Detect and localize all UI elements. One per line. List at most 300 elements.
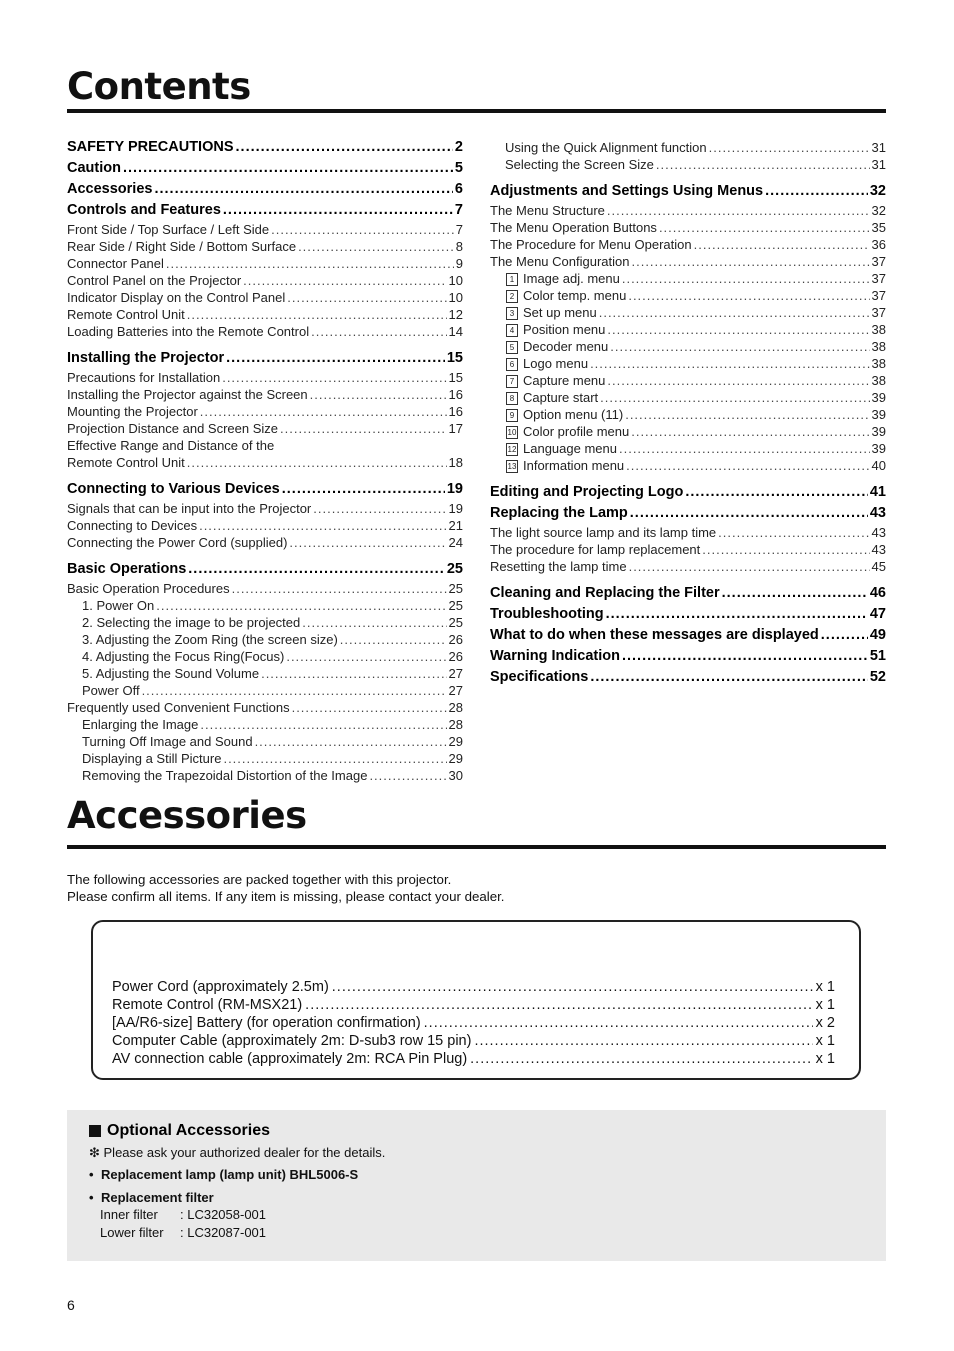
toc-entry-text: Editing and Projecting Logo xyxy=(490,484,684,500)
toc-entry-page: 26 xyxy=(448,649,463,664)
toc-entry-page: 47 xyxy=(869,606,886,622)
dot-leader xyxy=(154,179,452,200)
dot-leader xyxy=(765,181,868,202)
toc-entry-page: 41 xyxy=(869,484,886,500)
toc-entry-text: What to do when these messages are displayed xyxy=(490,627,819,643)
toc-entry xyxy=(490,423,886,440)
toc-entry-page: 43 xyxy=(871,542,886,557)
toc-entry-text: Caution xyxy=(67,160,121,176)
toc-entry-number: 1 xyxy=(506,273,518,286)
toc-entry-text: Replacing the Lamp xyxy=(490,505,628,521)
toc-entry-page: 43 xyxy=(871,525,886,540)
optional-item-filter xyxy=(89,1189,214,1207)
optional-accessories-heading xyxy=(89,1122,270,1140)
toc-entry-page: 39 xyxy=(871,424,886,439)
toc-entry xyxy=(67,699,463,716)
toc-entry xyxy=(490,202,886,219)
toc-entry xyxy=(67,200,463,221)
bullet-icon: • xyxy=(89,1167,94,1182)
toc-entry-label xyxy=(490,583,720,604)
toc-entry-label xyxy=(506,389,598,406)
toc-entry xyxy=(67,437,463,454)
dot-leader xyxy=(629,558,870,575)
dot-leader xyxy=(626,457,869,474)
toc-entry-number: 10 xyxy=(507,428,517,437)
toc-entry-page: 25 xyxy=(446,561,463,577)
toc-entry-page: 37 xyxy=(871,254,886,269)
toc-entry xyxy=(490,524,886,541)
toc-entry xyxy=(490,457,886,474)
toc-entry-label xyxy=(67,323,309,340)
accessories-list xyxy=(112,978,835,1068)
toc-entry-label xyxy=(490,667,588,688)
toc-entry-number: 4 xyxy=(506,324,518,337)
toc-entry-label xyxy=(82,665,259,682)
toc-entry-text: Cleaning and Replacing the Filter xyxy=(490,585,720,601)
dot-leader xyxy=(199,517,446,534)
toc-entry-label xyxy=(67,699,290,716)
toc-entry-text: Control Panel on the Projector xyxy=(67,273,242,288)
toc-entry xyxy=(67,597,463,614)
dot-leader xyxy=(607,202,870,219)
toc-entry xyxy=(490,181,886,202)
toc-entry xyxy=(490,355,886,372)
toc-entry-text: The procedure for lamp replacement xyxy=(490,542,701,557)
dot-leader xyxy=(232,580,447,597)
toc-entry-label xyxy=(67,454,185,471)
toc-entry xyxy=(67,500,463,517)
dot-leader xyxy=(702,541,869,558)
toc-entry-text: Adjustments and Settings Using Menus xyxy=(490,183,764,199)
dot-leader xyxy=(622,646,868,667)
dot-leader xyxy=(590,667,868,688)
toc-entry-page: 32 xyxy=(871,203,886,218)
dot-leader xyxy=(311,323,446,340)
optional-item-filter-text: Replacement filter xyxy=(101,1190,214,1205)
toc-entry-page: 38 xyxy=(871,339,886,354)
dot-leader xyxy=(622,270,870,287)
accessory-label: AV connection cable (approximately 2m: RCA Pin Plug) xyxy=(112,1051,468,1067)
toc-entry-label xyxy=(506,457,624,474)
toc-entry-label xyxy=(505,139,707,156)
toc-entry-page: 26 xyxy=(448,632,463,647)
accessories-intro xyxy=(67,871,505,905)
toc-entry-text: Set up menu xyxy=(523,305,597,320)
toc-entry-page: 21 xyxy=(448,518,463,533)
toc-entry-text: Specifications xyxy=(490,669,589,685)
toc-entry-page: 25 xyxy=(448,615,463,630)
toc-entry-page: 27 xyxy=(448,666,463,681)
toc-entry-number: 7 xyxy=(506,375,518,388)
toc-entry-label xyxy=(506,423,629,440)
dot-leader xyxy=(600,389,869,406)
contents-rule xyxy=(67,109,886,113)
toc-entry-label xyxy=(490,253,629,270)
toc-entry-text: Troubleshooting xyxy=(490,606,604,622)
toc-entry xyxy=(490,667,886,688)
toc-entry xyxy=(490,440,886,457)
toc-entry-text: Capture start xyxy=(523,390,599,405)
toc-entry-text: Remote Control Unit xyxy=(67,307,185,322)
toc-entry-text: The Menu Structure xyxy=(490,203,605,218)
toc-entry xyxy=(67,614,463,631)
toc-entry-number: 12 xyxy=(507,445,517,454)
toc-entry-text: Option menu (11) xyxy=(523,407,624,422)
toc-right-column xyxy=(490,139,886,688)
accessory-label: Power Cord (approximately 2.5m) xyxy=(112,979,329,995)
toc-entry-label xyxy=(67,255,164,272)
toc-entry xyxy=(67,517,463,534)
toc-entry-label xyxy=(82,614,300,631)
toc-entry-text: Projection Distance and Screen Size xyxy=(67,421,279,436)
toc-entry-page: 7 xyxy=(454,202,463,218)
toc-entry-page: 29 xyxy=(448,734,463,749)
toc-entry-label xyxy=(490,646,620,667)
dot-leader xyxy=(607,372,869,389)
toc-entry-text: Precautions for Installation xyxy=(67,370,221,385)
accessory-item xyxy=(112,1014,835,1032)
toc-entry-number: 5 xyxy=(506,341,518,354)
toc-entry-text: Loading Batteries into the Remote Control xyxy=(67,324,310,339)
toc-entry-label xyxy=(506,372,605,389)
toc-entry-page: 16 xyxy=(448,404,463,419)
toc-entry xyxy=(67,179,463,200)
lower-filter-label: Lower filter xyxy=(100,1225,164,1240)
toc-entry-number: 13 xyxy=(507,462,517,471)
toc-entry-page: 17 xyxy=(448,421,463,436)
inner-filter-row xyxy=(100,1206,266,1224)
dot-leader xyxy=(223,200,453,221)
toc-entry-label xyxy=(82,631,338,648)
dot-leader xyxy=(599,304,870,321)
toc-entry-label xyxy=(506,321,605,338)
toc-entry xyxy=(490,304,886,321)
toc-entry-page: 31 xyxy=(871,157,886,172)
dot-leader xyxy=(187,454,447,471)
toc-entry-number: 6 xyxy=(506,358,518,371)
toc-entry xyxy=(67,479,463,500)
dot-leader xyxy=(188,559,445,580)
toc-entry-page: 10 xyxy=(448,290,463,305)
inner-filter-value: : LC32058-001 xyxy=(180,1207,267,1222)
toc-entry-label xyxy=(506,270,620,287)
toc-left-column xyxy=(67,137,463,784)
dot-leader xyxy=(200,403,447,420)
toc-entry-page: 14 xyxy=(448,324,463,339)
dot-leader xyxy=(332,978,813,996)
toc-entry xyxy=(490,646,886,667)
dot-leader xyxy=(718,524,869,541)
toc-entry xyxy=(67,306,463,323)
toc-entry-label xyxy=(67,534,287,551)
toc-entry xyxy=(490,625,886,646)
toc-entry-label xyxy=(490,236,692,253)
toc-entry-label xyxy=(506,355,588,372)
toc-entry-page: 25 xyxy=(448,598,463,613)
toc-entry xyxy=(490,156,886,173)
accessory-item xyxy=(112,978,835,996)
toc-entry xyxy=(490,583,886,604)
dot-leader xyxy=(261,665,446,682)
toc-entry-label xyxy=(67,158,121,179)
dot-leader xyxy=(286,648,446,665)
toc-entry-text: Warning Indication xyxy=(490,648,620,664)
toc-entry-page: 45 xyxy=(871,559,886,574)
accessory-quantity: x 1 xyxy=(815,979,835,995)
toc-entry-label xyxy=(490,181,763,202)
toc-entry-page: 37 xyxy=(871,305,886,320)
toc-entry-label xyxy=(67,559,186,580)
toc-entry xyxy=(490,372,886,389)
toc-entry xyxy=(67,272,463,289)
toc-entry xyxy=(67,454,463,471)
dot-leader xyxy=(631,253,869,270)
toc-entry-text: The Procedure for Menu Operation xyxy=(490,237,692,252)
toc-entry-page: 15 xyxy=(448,370,463,385)
optional-accessories-panel xyxy=(67,1110,886,1261)
toc-entry-label xyxy=(82,767,367,784)
toc-entry-text: Turning Off Image and Sound xyxy=(82,734,253,749)
toc-entry-text: The Menu Operation Buttons xyxy=(490,220,657,235)
toc-entry-label xyxy=(67,200,221,221)
toc-entry xyxy=(490,321,886,338)
toc-entry-label xyxy=(506,287,626,304)
toc-entry-label xyxy=(67,403,198,420)
dot-leader xyxy=(625,406,869,423)
toc-entry xyxy=(67,716,463,733)
dot-leader xyxy=(236,137,453,158)
optional-item-lamp xyxy=(89,1166,358,1184)
toc-entry-text: Language menu xyxy=(523,441,617,456)
accessories-box xyxy=(91,920,861,1080)
dot-leader xyxy=(298,238,454,255)
toc-entry-page: 16 xyxy=(448,387,463,402)
toc-entry-text: Controls and Features xyxy=(67,202,221,218)
dot-leader xyxy=(292,699,447,716)
toc-entry-text: Front Side / Top Surface / Left Side xyxy=(67,222,270,237)
dot-leader xyxy=(313,500,446,517)
toc-entry-page: 27 xyxy=(448,683,463,698)
toc-entry-text: Color profile menu xyxy=(523,424,630,439)
toc-entry-page: 29 xyxy=(448,751,463,766)
toc-entry-label xyxy=(67,517,197,534)
toc-entry-text: Removing the Trapezoidal Distortion of the Image xyxy=(82,768,368,783)
toc-entry-text: Basic Operations xyxy=(67,561,187,577)
toc-entry xyxy=(67,369,463,386)
toc-entry-page: 7 xyxy=(455,222,463,237)
accessory-item xyxy=(112,1032,835,1050)
lower-filter-row xyxy=(100,1224,266,1242)
dot-leader xyxy=(226,348,445,369)
toc-entry-text: Capture menu xyxy=(523,373,606,388)
toc-entry-page: 24 xyxy=(448,535,463,550)
toc-entry-text: Power Off xyxy=(82,683,140,698)
accessories-title: Accessories xyxy=(67,794,307,837)
toc-entry-text: Rear Side / Right Side / Bottom Surface xyxy=(67,239,297,254)
dot-leader xyxy=(610,338,869,355)
dot-leader xyxy=(243,272,446,289)
toc-entry-label xyxy=(490,524,716,541)
toc-entry-page: 15 xyxy=(446,350,463,366)
toc-entry-page: 38 xyxy=(871,322,886,337)
toc-entry xyxy=(490,389,886,406)
accessory-quantity: x 2 xyxy=(815,1015,835,1031)
intro-line-2: Please confirm all items. If any item is missing, please contact your dealer. xyxy=(67,889,505,904)
optional-item-lamp-text: Replacement lamp (lamp unit) BHL5006-S xyxy=(101,1167,359,1182)
dot-leader xyxy=(369,767,446,784)
dot-leader xyxy=(340,631,447,648)
toc-entry-page: 51 xyxy=(869,648,886,664)
toc-entry-text: Connector Panel xyxy=(67,256,164,271)
toc-entry-text: Remote Control Unit xyxy=(67,455,185,470)
toc-entry xyxy=(67,348,463,369)
page-number: 6 xyxy=(67,1297,75,1313)
toc-entry-text: Installing the Projector xyxy=(67,350,225,366)
toc-entry-text: Selecting the Screen Size xyxy=(505,157,654,172)
dot-leader xyxy=(289,534,446,551)
dot-leader xyxy=(656,156,870,173)
toc-entry-text: 2. Selecting the image to be projected xyxy=(82,615,301,630)
toc-entry-label xyxy=(67,420,278,437)
toc-entry-page: 37 xyxy=(871,288,886,303)
toc-entry-label xyxy=(82,597,154,614)
toc-entry-text: Color temp. menu xyxy=(523,288,627,303)
dot-leader xyxy=(200,716,446,733)
dot-leader xyxy=(287,289,446,306)
accessory-quantity: x 1 xyxy=(815,997,835,1013)
dot-leader xyxy=(255,733,447,750)
toc-entry xyxy=(490,270,886,287)
toc-entry-text: The Menu Configuration xyxy=(490,254,630,269)
toc-entry-number: 9 xyxy=(506,409,518,422)
toc-entry-text: Connecting the Power Cord (supplied) xyxy=(67,535,288,550)
toc-entry-text: Basic Operation Procedures xyxy=(67,581,230,596)
toc-entry xyxy=(67,221,463,238)
accessory-label: [AA/R6-size] Battery (for operation confirmation) xyxy=(112,1015,421,1031)
dot-leader xyxy=(628,287,869,304)
toc-entry-label xyxy=(67,137,234,158)
toc-entry-page: 5 xyxy=(454,160,463,176)
dot-leader xyxy=(222,369,446,386)
dot-leader xyxy=(631,423,869,440)
dot-leader xyxy=(821,625,868,646)
toc-entry-page: 28 xyxy=(448,717,463,732)
toc-entry-text: Using the Quick Alignment function xyxy=(505,140,707,155)
toc-entry xyxy=(67,158,463,179)
toc-entry-page: 38 xyxy=(871,356,886,371)
toc-entry-page: 2 xyxy=(454,139,463,155)
toc-entry-label xyxy=(82,733,253,750)
dot-leader xyxy=(470,1050,813,1068)
toc-entry-label xyxy=(67,289,285,306)
toc-entry-page: 38 xyxy=(871,373,886,388)
toc-entry xyxy=(67,750,463,767)
toc-entry-label xyxy=(490,625,819,646)
toc-entry xyxy=(67,238,463,255)
toc-entry-page: 30 xyxy=(448,768,463,783)
toc-entry-page: 46 xyxy=(869,585,886,601)
toc-entry-label xyxy=(67,238,296,255)
toc-entry-page: 39 xyxy=(871,407,886,422)
dot-leader xyxy=(630,503,868,524)
toc-entry-text: Connecting to Devices xyxy=(67,518,198,533)
dot-leader xyxy=(709,139,870,156)
toc-entry-label xyxy=(67,348,224,369)
toc-entry-label xyxy=(490,219,657,236)
toc-entry xyxy=(67,534,463,551)
accessory-quantity: x 1 xyxy=(815,1051,835,1067)
toc-entry-page: 49 xyxy=(869,627,886,643)
toc-entry xyxy=(67,323,463,340)
toc-entry xyxy=(490,482,886,503)
toc-entry-label xyxy=(67,386,308,403)
toc-entry-label xyxy=(506,304,597,321)
toc-entry-page: 28 xyxy=(448,700,463,715)
dot-leader xyxy=(271,221,454,238)
optional-accessories-title: Optional Accessories xyxy=(107,1122,271,1139)
toc-entry-label xyxy=(67,306,185,323)
toc-entry xyxy=(67,559,463,580)
toc-entry xyxy=(67,289,463,306)
toc-entry xyxy=(67,386,463,403)
toc-entry xyxy=(67,255,463,272)
toc-entry-label xyxy=(490,503,628,524)
toc-entry xyxy=(490,541,886,558)
toc-entry xyxy=(67,403,463,420)
dot-leader xyxy=(607,321,869,338)
toc-entry-page: 18 xyxy=(448,455,463,470)
accessory-label: Remote Control (RM-MSX21) xyxy=(112,997,303,1013)
toc-entry-page: 52 xyxy=(869,669,886,685)
toc-entry xyxy=(490,338,886,355)
toc-entry-text: Installing the Projector against the Screen xyxy=(67,387,308,402)
toc-entry-text: 5. Adjusting the Sound Volume xyxy=(82,666,260,681)
dot-leader xyxy=(722,583,868,604)
dot-leader xyxy=(694,236,870,253)
toc-entry-page: 12 xyxy=(448,307,463,322)
bullet-icon: • xyxy=(89,1190,94,1205)
toc-entry-label xyxy=(67,179,152,200)
toc-entry-text: Image adj. menu xyxy=(523,271,620,286)
dot-leader xyxy=(282,479,445,500)
toc-entry-label xyxy=(82,716,198,733)
toc-entry xyxy=(490,406,886,423)
toc-entry-page: 39 xyxy=(871,390,886,405)
dot-leader xyxy=(619,440,870,457)
toc-entry-label xyxy=(506,406,623,423)
dot-leader xyxy=(685,482,868,503)
toc-entry xyxy=(490,139,886,156)
dot-leader xyxy=(123,158,453,179)
toc-entry-text: Resetting the lamp time xyxy=(490,559,627,574)
toc-entry-number: 8 xyxy=(506,392,518,405)
toc-entry-page: 6 xyxy=(454,181,463,197)
toc-entry-label xyxy=(82,750,221,767)
toc-entry-text: Information menu xyxy=(523,458,625,473)
dot-leader xyxy=(302,614,446,631)
toc-entry-page: 40 xyxy=(871,458,886,473)
toc-entry-text: Accessories xyxy=(67,181,153,197)
toc-entry-label xyxy=(67,500,311,517)
toc-entry-page: 32 xyxy=(869,183,886,199)
toc-entry-text: Enlarging the Image xyxy=(82,717,199,732)
toc-entry-label xyxy=(67,437,274,454)
accessory-item xyxy=(112,996,835,1014)
dot-leader xyxy=(280,420,447,437)
toc-entry xyxy=(67,665,463,682)
toc-entry xyxy=(490,287,886,304)
toc-entry-text: Indicator Display on the Control Panel xyxy=(67,290,286,305)
